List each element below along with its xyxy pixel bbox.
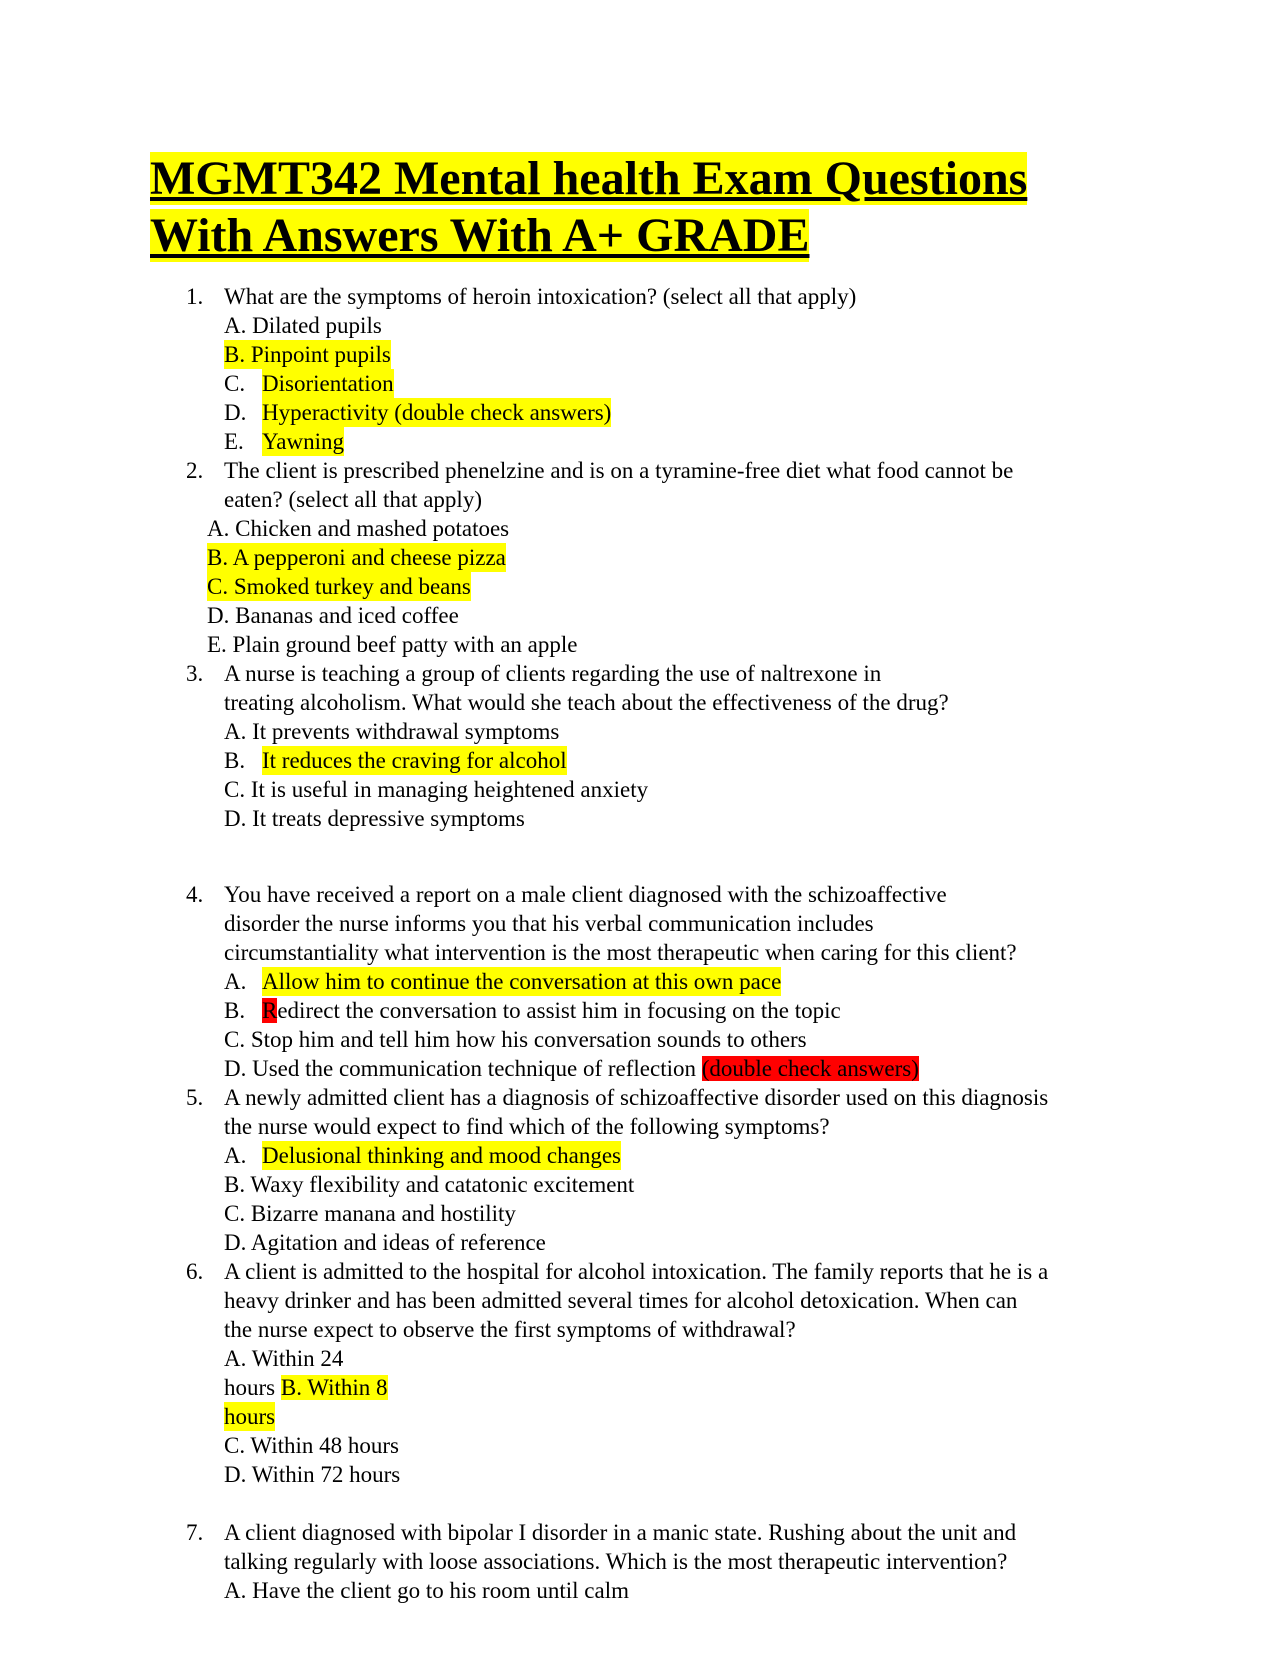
question-2-option-b: B. A pepperoni and cheese pizza bbox=[207, 545, 506, 570]
question-1-option-c-letter: C. bbox=[224, 371, 246, 396]
question-7-option-a: A. Have the client go to his room until calm bbox=[224, 1578, 629, 1603]
question-4-text-line-1: You have received a report on a male client diagnosed with the schizoaffective bbox=[224, 882, 947, 907]
question-6-option-d: D. Within 72 hours bbox=[224, 1462, 401, 1487]
question-3-number: 3. bbox=[186, 661, 204, 686]
question-2-number: 2. bbox=[186, 458, 204, 483]
question-1-option-a: A. Dilated pupils bbox=[224, 313, 382, 338]
question-6-text-line-1: A client is admitted to the hospital for alcohol intoxication. The family reports that he is a bbox=[224, 1259, 1049, 1284]
question-2-option-a: A. Chicken and mashed potatoes bbox=[207, 516, 510, 541]
question-2-text-line-2: eaten? (select all that apply) bbox=[224, 487, 482, 512]
question-5-option-d: D. Agitation and ideas of reference bbox=[224, 1230, 546, 1255]
question-5-option-b: B. Waxy flexibility and catatonic excitement bbox=[224, 1172, 635, 1197]
question-4-option-b bbox=[262, 996, 841, 1025]
question-4-option-a-letter: A. bbox=[224, 969, 247, 994]
question-2-option-e: E. Plain ground beef patty with an apple bbox=[207, 632, 578, 657]
question-3-option-b-letter: B. bbox=[224, 748, 246, 773]
question-2-option-d: D. Bananas and iced coffee bbox=[207, 603, 459, 628]
question-1-option-d-letter: D. bbox=[224, 400, 247, 425]
question-6-text-line-2: heavy drinker and has been admitted several times for alcohol detoxication. When can bbox=[224, 1288, 1018, 1313]
question-4-option-d bbox=[224, 1054, 919, 1083]
question-1-option-b: B. Pinpoint pupils bbox=[224, 342, 391, 367]
question-4-text-line-3: circumstantiality what intervention is the most therapeutic when caring for this client? bbox=[224, 940, 1017, 965]
question-7-text-line-2: talking regularly with loose associations. Which is the most therapeutic intervention? bbox=[224, 1549, 1008, 1574]
question-6-option-c: C. Within 48 hours bbox=[224, 1433, 399, 1458]
question-1-text: What are the symptoms of heroin intoxication? (select all that apply) bbox=[224, 284, 857, 309]
question-3-text-line-1: A nurse is teaching a group of clients regarding the use of naltrexone in bbox=[224, 661, 882, 686]
question-2-text-line-1: The client is prescribed phenelzine and is on a tyramine-free diet what food cannot be bbox=[224, 458, 1014, 483]
question-3-option-a: A. It prevents withdrawal symptoms bbox=[224, 719, 560, 744]
question-1-number: 1. bbox=[186, 284, 204, 309]
question-4-option-b-letter: B. bbox=[224, 998, 246, 1023]
question-4-option-d-text: D. Used the communication technique of reflection bbox=[224, 1056, 702, 1081]
document-title: MGMT342 Mental health Exam Questions With Answers With A+ GRADE bbox=[150, 152, 1028, 262]
question-3-text-line-2: treating alcoholism. What would she teach about the effectiveness of the drug? bbox=[224, 690, 949, 715]
question-6-number: 6. bbox=[186, 1259, 204, 1284]
question-5-text-line-2: the nurse would expect to find which of the following symptoms? bbox=[224, 1114, 830, 1139]
question-1-option-e-letter: E. bbox=[224, 429, 244, 454]
question-6-option-b: B. Within 8 bbox=[280, 1375, 388, 1400]
question-5-option-a: Delusional thinking and mood changes bbox=[262, 1143, 621, 1168]
question-4-text-line-2: disorder the nurse informs you that his verbal communication includes bbox=[224, 911, 874, 936]
question-5-option-c: C. Bizarre manana and hostility bbox=[224, 1201, 516, 1226]
question-3-option-c: C. It is useful in managing heightened anxiety bbox=[224, 777, 649, 802]
question-3-option-d: D. It treats depressive symptoms bbox=[224, 806, 525, 831]
question-5-text-line-1: A newly admitted client has a diagnosis of schizoaffective disorder used on this diagnosis bbox=[224, 1085, 1049, 1110]
question-4-number: 4. bbox=[186, 882, 204, 907]
question-5-option-a-letter: A. bbox=[224, 1143, 247, 1168]
question-6-text-line-3: the nurse expect to observe the first symptoms of withdrawal? bbox=[224, 1317, 796, 1342]
question-6-option-a-continued bbox=[224, 1373, 388, 1402]
question-1-option-e: Yawning bbox=[262, 429, 345, 454]
question-4-option-b-first-letter: R bbox=[262, 998, 278, 1023]
question-7-number: 7. bbox=[186, 1520, 204, 1545]
question-4-option-c: C. Stop him and tell him how his conversation sounds to others bbox=[224, 1027, 807, 1052]
question-6-option-a-hours: hours bbox=[224, 1375, 281, 1400]
question-2-option-c: C. Smoked turkey and beans bbox=[207, 574, 471, 599]
question-6-option-a: A. Within 24 bbox=[224, 1346, 344, 1371]
question-6-option-b-continued: hours bbox=[224, 1404, 276, 1429]
question-1-option-c: Disorientation bbox=[262, 371, 394, 396]
question-1-option-d: Hyperactivity (double check answers) bbox=[262, 400, 612, 425]
question-7-text-line-1: A client diagnosed with bipolar I disorder in a manic state. Rushing about the unit and bbox=[224, 1520, 1017, 1545]
question-5-number: 5. bbox=[186, 1085, 204, 1110]
question-4-option-b-rest: edirect the conversation to assist him in focusing on the topic bbox=[277, 998, 841, 1023]
question-4-option-d-note: (double check answers) bbox=[701, 1056, 919, 1081]
question-3-option-b: It reduces the craving for alcohol bbox=[262, 748, 567, 773]
question-4-option-a: Allow him to continue the conversation at this own pace bbox=[262, 969, 782, 994]
